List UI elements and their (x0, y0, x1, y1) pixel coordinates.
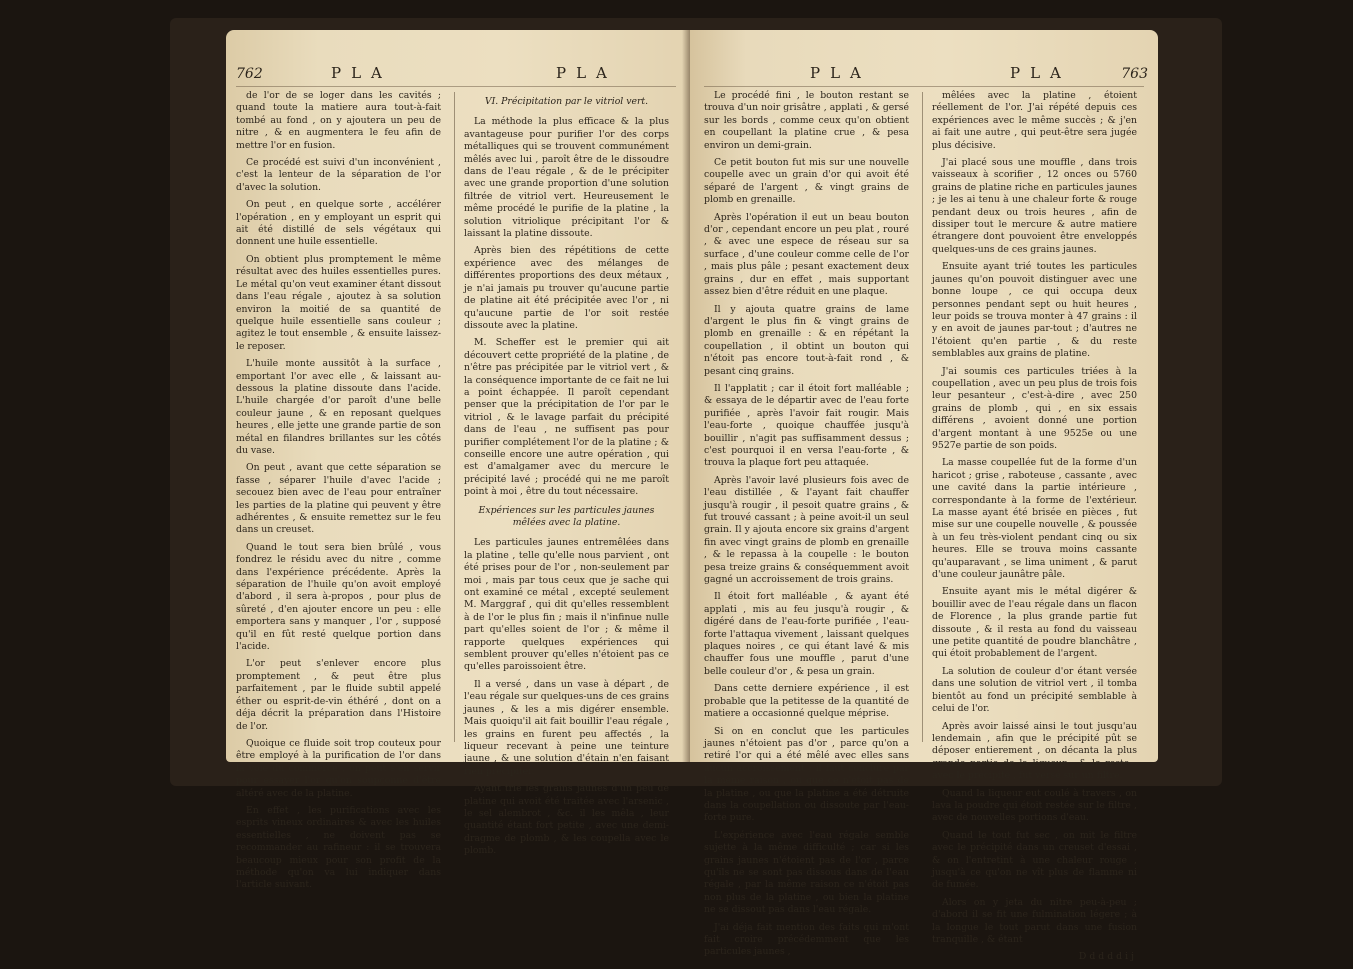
paragraph: Il étoit fort malléable , & ayant été applati , mis au feu jusqu'à rougir , & digéré dans de l'eau-forte purifiée , l'eau-forte l'attaqua vivement , laissant quelques plaques noires , ce qui étant lavé & mis chauffer fous une mouffle , parut d'une belle couleur d'or , & pesa un grain. (704, 591, 909, 677)
running-head-right-1: PLA (810, 64, 871, 82)
paragraph: On peut , avant que cette séparation se fasse , séparer l'huile d'avec l'acide ; secouez bien avec de l'eau pour entraîner les parties de la platine qui peuvent y être adhérentes , & ensuite remettez sur le feu dans un creuset. (236, 462, 441, 536)
page-number-left: 762 (236, 66, 263, 82)
paragraph: Dans cette derniere expérience , il est probable que la petitesse de la quantité de matiere a occasionné quelque méprise. (704, 683, 909, 720)
paragraph: Si on en conclut que les particules jaunes n'étoient pas d'or , parce qu'on a retiré l'or qui a été mêlé avec elles sans aucun accroissement ; il faut conclure par la même raison , ou que ce n'étoit pas de la platine , ou que la platine a été détruite dans la coupellation ou dissoute par l'eau-forte pure. (704, 725, 909, 824)
paragraph: Après avoir laissé ainsi le tout jusqu'au lendemain , afin que le précipité pût se déposer entierement , on décanta la plus grande partie de la liqueur , & le reste , avec le précipité , fut versé sur un filtre. (932, 720, 1137, 782)
running-head-left-1: PLA (331, 64, 392, 82)
paragraph: Quand le tout sera bien brûlé , vous fondrez le résidu avec du nitre , comme dans l'expérience précédente. Après la séparation de l'huile qu'on avoit employé d'abord , il sera à-propos , pour plus de sûreté , d'en ajouter encore un peu : elle emportera sans y manquer , l'or , supposé qu'il en fût resté quelque portion dans l'acide. (236, 541, 441, 653)
page-number-right: 763 (1121, 66, 1148, 82)
paragraph: J'ai déja fait mention des faits qui m'ont fait croire précédemment que les particules jaunes , (704, 921, 909, 958)
paragraph: La méthode la plus efficace & la plus avantageuse pour purifier l'or des corps métalliques qui se trouvent communément mêlés avec lui , paroît être de le dissoudre dans de l'eau régale , & de le précipiter avec une grande proportion d'une solution filtrée de vitriol vert. Heureusement le même procédé le purifie de la platine , la solution vitriolique précipitant l'or & laissant la platine dissoute. (464, 116, 669, 240)
paragraph: Après bien des répétitions de cette expérience avec des mélanges de différentes proportions des deux métaux , je n'ai jamais pu trouver qu'aucune partie de platine ait été précipitée avec l'or , ni qu'aucune partie de l'or soit restée dissoute avec la platine. (464, 245, 669, 331)
paragraph: Les particules jaunes entremêlées dans la platine , telle qu'elle nous parvient , ont été prises pour de l'or , non-seulement par moi , mais par tous ceux que je sache qui ont examiné ce métal , excepté seulement M. Marggraf , qui dit qu'elles ressemblent à de l'or le plus fin ; mais il n'infinue nulle part qu'elles soient de l'or ; & même il rapporte quelques expériences qui semblent prouver qu'elles n'étoient pas ce qu'elles paroissoient être. (464, 537, 669, 673)
paragraph: L'expérience avec l'eau régale semble sujette à la même difficulté ; car si les grains jaunes n'étoient pas de l'or , parce qu'ils ne se sont pas dissous dans de l'eau régale , par la même raison ce n'étoit pas non plus de la platine , ou bien la platine ne se dissout pas dans l'eau régale. (704, 829, 909, 916)
paragraph: Quoique ce fluide soit trop couteux pour être employé à la purification de l'or dans la voie du commerce , on peut s'en servir pour essayer l'or qu'on soupçonne d'être altéré avec de la platine. (236, 737, 441, 799)
paragraph: Le procédé fini , le bouton restant se trouva d'un noir grisâtre , applati , & gersé sur les bords , comme ceux qu'on obtient en coupellant la platine crue , & pesa environ un demi-grain. (704, 90, 909, 151)
paragraph: Alors on y jeta du nitre peu-à-peu ; d'abord il se fit une fulmination légere ; à la longue le tout parut dans une fusion tranquille , & étant (932, 896, 1137, 945)
paragraph: Ensuite ayant mis le métal digérer & bouillir avec de l'eau régale dans un flacon de Florence , la plus grande partie fut dissoute , & il resta au fond du vaisseau une petite quantité de poudre blanchâtre , qui étoit probablement de l'argent. (932, 586, 1137, 660)
paragraph: Après l'opération il eut un beau bouton d'or , cependant encore un peu plat , rouré , & avec une espece de réseau sur sa surface , d'une couleur comme celle de l'or , mais plus pâle ; pesant exactement deux grains , dur en effet , mais supportant assez bien d'être réduit en une plaque. (704, 211, 909, 298)
paragraph: Il l'applatit ; car il étoit fort malléable ; & essaya de le départir avec de l'eau forte purifiée , après l'avoir fait rougir. Mais l'eau-forte , quoique chauffée jusqu'à bouillir , n'agit pas suffisamment dessus ; c'est pourquoi il en versa l'eau-forte , & trouva la plaque fort peu attaquée. (704, 382, 909, 469)
right-col-2 (932, 90, 1137, 969)
paragraph: La masse coupellée fut de la forme d'un haricot ; grise , raboteuse , cassante , avec une cavité dans la partie intérieure , correspondante à la forme de l'extérieur. La masse ayant été brisée en pièces , fut mise sur une coupelle nouvelle , & poussée à un feu très-violent pendant cinq ou six heures. Elle se trouva moins cassante qu'auparavant , se lima uniment , & parut d'une couleur jaunâtre pâle. (932, 457, 1137, 581)
section-title-vi: VI. Précipitation par le vitriol vert. (484, 96, 649, 107)
paragraph: J'ai placé sous une mouffle , dans trois vaisseaux à scorifier , 12 onces ou 5760 grains de platine riche en particules jaunes ; je les ai tenu à une chaleur forte & rouge pendant deux ou trois heures , afin de dissiper tout le mercure & autre matiere étrangere dont pouvoient être enveloppés quelques-uns de ces grains jaunes. (932, 157, 1137, 255)
paragraph: J'ai soumis ces particules triées à la coupellation , avec un peu plus de trois fois leur pesanteur , c'est-à-dire , avec 250 grains de plomb , qui , en six essais différens , avoient donné une portion d'argent montant à une 9525e ou une 9527e partie de son poids. (932, 365, 1137, 451)
paragraph: Il y ajouta quatre grains de lame d'argent le plus fin & vingt grains de plomb en grenaille : & en répétant la coupellation , il obtint un bouton qui n'étoit pas encore tout-à-fait rond , & pesant cinq grains. (704, 303, 909, 377)
paragraph: mêlées avec la platine , étoient réellement de l'or. J'ai répété depuis ces expériences avec le même succès ; & j'en ai fait une autre , qui peut-être sera jugée plus décisive. (932, 90, 1137, 151)
paragraph: Quand le tout fut sec , on mit le filtre avec le précipité dans un creuset d'essai , & on l'entretint à une chaleur rouge , jusqu'à ce qu'on ne vît plus de flamme ni de fumée. (932, 829, 1137, 891)
column-rule (922, 92, 923, 742)
paragraph: de l'or de se loger dans les cavités ; quand toute la matiere aura tout-à-fait tombé au fond , on y ajoutera un peu de nitre , & en augmentera le feu afin de mettre l'or en fusion. (236, 90, 441, 151)
paragraph: L'huile monte aussitôt à la surface , emportant l'or avec elle , & laissant au-dessous la platine dissoute dans l'acide. L'huile chargée d'or paroît d'une belle couleur jaune , & en reposant quelques heures , elle jette une grande partie de son métal en filandres brillantes sur les côtés du vase. (236, 358, 441, 456)
section-title-experiences: Expériences sur les particules jaunes mêlées avec la platine. (478, 504, 655, 528)
paragraph: M. Scheffer est le premier qui ait découvert cette propriété de la platine , de n'être pas précipitée par le vitriol vert , & la conséquence importante de ce fait ne lui a point échappée. Il paroît cependant penser que la précipitation de l'or par le vitriol , & le lavage parfait du précipité dans de l'eau , ne suffisent pas pour purifier complétement l'or de la platine ; & conseille encore une autre opération , qui est d'amalgamer avec du mercure le précipité lavé ; procédé qui ne me paroît point à moi , être du tout nécessaire. (464, 337, 669, 498)
signature-mark: Dddddij (1078, 951, 1137, 963)
paragraph: Ce procédé est suivi d'un inconvénient , c'est la lenteur de la séparation de l'or d'avec la solution. (236, 157, 441, 193)
paragraph: On obtient plus promptement le même résultat avec des huiles essentielles pures. Le métal qu'on veut examiner étant dissout dans l'eau régale , ajoutez à sa solution environ la moitié de sa quantité de quelque huile essentielle sans couleur ; agitez le tout ensemble , & ensuite laissez-le reposer. (236, 253, 441, 352)
header-rule (236, 86, 676, 87)
left-col-2 (464, 90, 669, 863)
running-head-right-2: PLA (1010, 64, 1071, 82)
paragraph: Ce petit bouton fut mis sur une nouvelle coupelle avec un grain d'or qui avoit été séparé de l'argent , & vingt grains de plomb en grenaille. (704, 157, 909, 206)
paragraph: Ayant trié les grains jaunes d'un peu de platine qui avoit été traitée avec l'arsenic , le sel alembrot , &c. il les mêla , leur quantité étant fort petite , avec une demi-dragme de plomb , & les coupella avec le plomb. (464, 783, 669, 857)
paragraph: Il a versé , dans un vase à départ , de l'eau régale sur quelques-uns de ces grains jaunes , & les a mis digérer ensemble. Mais quoiqu'il ait fait bouillir l'eau régale , les grains en furent peu affectés , la liqueur recevant à peine une teinture jaune , & une solution d'étain n'en faisant rien précipiter. (464, 678, 669, 777)
column-rule (454, 92, 455, 742)
paragraph: L'or peut s'enlever encore plus promptement , & peut être plus parfaitement , par le fluide subtil appelé éther ou esprit-de-vin éthéré , dont on a déja décrit la préparation dans l'Histoire de l'or. (236, 658, 441, 732)
paragraph: En effet , les purifications avec les esprits vineux ordinaires & avec les huiles essentielles , ne doivent pas se recommander au rafineur : il se trouvera beaucoup mieux pour son profit de la méthode qu'on va lui indiquer dans l'article suivant. (236, 804, 441, 891)
paragraph: On peut , en quelque sorte , accélérer l'opération , en y employant un esprit qui ait été distillé de sels végétaux qui donnent une huile essentielle. (236, 199, 441, 248)
paragraph: Ensuite ayant trié toutes les particules jaunes qu'on pouvoit distinguer avec une bonne loupe , ce qui occupa deux personnes pendant sept ou huit heures , leur poids se trouva monter à 47 grains : il y en avoit de jaunes par-tout ; d'autres ne l'étoient qu'en partie , & du reste semblables aux grains de platine. (932, 261, 1137, 360)
right-col-1 (704, 90, 909, 964)
paragraph: Quand la liqueur eut coulé à travers , on lava la poudre qui étoit restée sur le filtre , avec de nouvelles portions d'eau. (932, 787, 1137, 824)
paragraph: Après l'avoir lavé plusieurs fois avec de l'eau distillée , & l'ayant fait chauffer jusqu'à rougir , il pesoit quatre grains , & fut trouvé cassant ; à peine avoit-il un seul grain. Il y ajouta encore six grains d'argent fin avec vingt grains de plomb en grenaille , & le repassa à la coupelle : le bouton pesa treize grains & conséquemment avoit gagné un accroissement de trois grains. (704, 474, 909, 586)
left-page (226, 30, 690, 891)
header-rule (704, 86, 1144, 87)
paragraph: La solution de couleur d'or étant versée dans une solution de vitriol vert , il tomba bientôt au fond un précipité semblable à celui de l'or. (932, 665, 1137, 715)
running-head-left-2: PLA (556, 64, 617, 82)
right-page (690, 30, 1158, 963)
left-col-1 (236, 90, 441, 897)
